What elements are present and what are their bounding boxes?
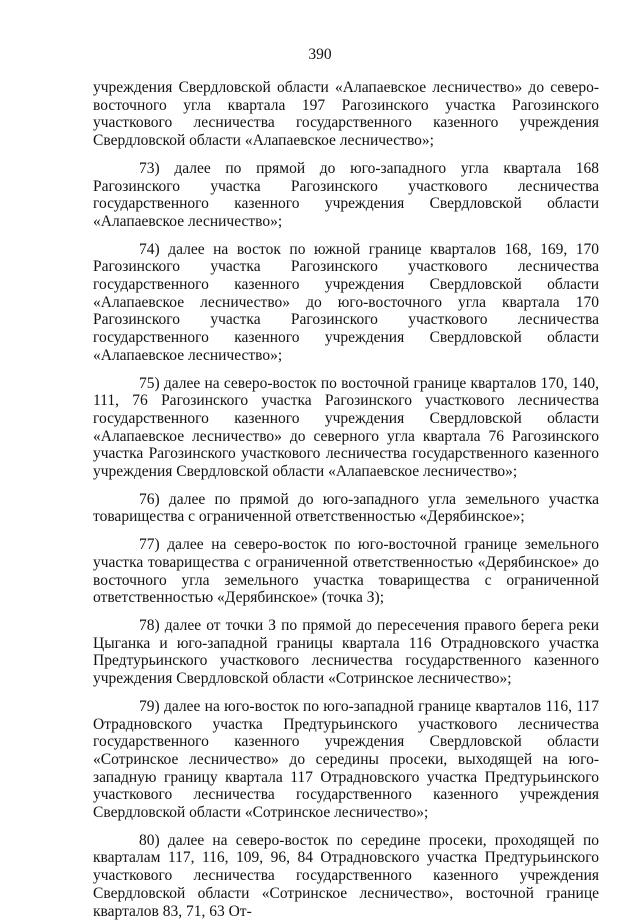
paragraph-item-79: 79) далее на юго-восток по юго-западной границе кварталов 116, 117 Отрадновского участка Предтурьинского участкового лесничества государственного казенного учреждения Свердловской области «Сотринское лесничество» до середины просеки, выходящей на юго-западную границу квартала 117 Отрадновского участка Предтурьинского участкового лесничества государственного казенного учреждения Свердловской области «Сотринское лесничество»; — [93, 697, 599, 822]
paragraph-item-73: 73) далее по прямой до юго-западного угла квартала 168 Рагозинского участка Рагозинского участкового лесничества государственного казенного учреждения Свердловской области «Алапаевское лесничество»; — [93, 159, 599, 230]
paragraph-item-80: 80) далее на северо-восток по середине просеки, проходящей по кварталам 117, 116, 109, 96, 84 Отрадновского участка Предтурьинского участкового лесничества государственного казенного учреждения Свердловской области «Сотринское лесничество», восточной границе кварталов 83, 71, 63 От- — [93, 831, 599, 920]
document-body — [93, 79, 599, 920]
paragraph-item-78: 78) далее от точки З по прямой до пересечения правого берега реки Цыганка и юго-западной границы квартала 116 Отрадновского участка Предтурьинского участкового лесничества государственного казенного учреждения Свердловской области «Сотринское лесничество»; — [93, 616, 599, 688]
paragraph-item-77: 77) далее на северо-восток по юго-восточной границе земельного участка товарищества с ограниченной ответственностью «Дерябинское» до восточного угла земельного участка товарищества с ограниченной ответственностью «Дерябинское» (точка З); — [93, 536, 599, 607]
paragraph-item-76: 76) далее по прямой до юго-западного угла земельного участка товарищества с ограниченной ответственностью «Дерябинское»; — [93, 490, 599, 526]
page-number: 390 — [308, 46, 332, 63]
paragraph-continuation: учреждения Свердловской области «Алапаевское лесничество» до северо-восточного угла квартала 197 Рагозинского участка Рагозинского участкового лесничества государственного казенного учреждения Свердловской области «Алапаевское лесничество»; — [93, 79, 599, 150]
paragraph-item-74: 74) далее на восток по южной границе кварталов 168, 169, 170 Рагозинского участка Рагозинского участкового лесничества государственного казенного учреждения Свердловской области «Алапаевское лесничество» до юго-восточного угла квартала 170 Рагозинского участка Рагозинского участкового лесничества государственного казенного учреждения Свердловской области «Алапаевское лесничество»; — [93, 240, 599, 364]
paragraph-item-75: 75) далее на северо-восток по восточной границе кварталов 170, 140, 111, 76 Рагозинского участка Рагозинского участкового лесничества государственного казенного учреждения Свердловской области «Алапаевское лесничество» до северного угла квартала 76 Рагозинского участка Рагозинского участкового лесничества государственного казенного учреждения Свердловской области «Алапаевское лесничество»; — [93, 374, 599, 481]
